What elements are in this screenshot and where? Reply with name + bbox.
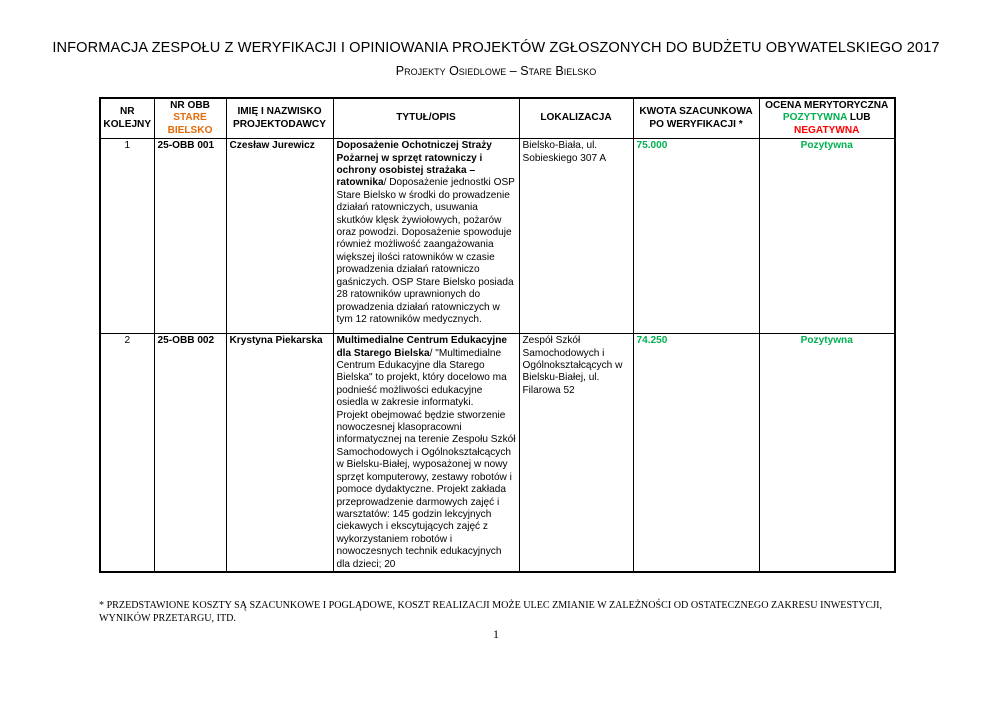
row-title: Doposażenie Ochotniczej Straży Pożarnej w sprzęt ratowniczy i ochrony osobistej strażaka – ratownika [336,140,492,189]
table-row [100,139,895,334]
row-author: Czesław Jurewicz [226,139,333,334]
row-obb: 25-OBB 002 [154,334,226,573]
header-rating-positive: POZYTYWNA [782,112,848,124]
row-nr: 1 [100,139,154,334]
header-obb-line1: NR OBB [170,100,210,111]
row-description-2: Projekt obejmować będzie stworzenie nowoczesnej klasopracowni informatycznej na terenie Zespołu Szkół Samochodowych i Ogólnokształcących w Bielsku-Białej, wyposażonej w nowy sprzęt komputerowy, zestawy robotów i pomoce dydaktyczne. Projekt zakłada przeprowadzenie darmowych zajęć i warsztatów: 145 godzin lekcyjnych ciekawych i ekscytujących zajęć z wykorzystaniem robotów i nowoczesnych technik edukacyjnych dla dzieci; 20 [336,409,516,570]
row-location: Bielsko-Biała, ul. Sobieskiego 307 A [519,139,633,334]
header-rating-negative: NEGATYWNA [794,124,860,136]
header-rating [759,98,895,139]
row-cost: 74.250 [633,334,759,573]
page-subtitle: Projekty Osiedlowe – Stare Bielsko [395,64,597,78]
row-rating: Pozytywna [759,139,895,334]
footnote: * PRZEDSTAWIONE KOSZTY SĄ SZACUNKOWE I POGLĄDOWE, KOSZT REALIZACJI MOŻE ULEC ZMIANIE W ZALEŻNOŚCI OD OSTATECZNEGO ZAKRESU INWESTYCJI, WYNIKÓW PRZETARGU, ITD. [99,600,883,624]
header-rating-lub: LUB [847,112,871,124]
row-location: Zespół Szkół Samochodowych i Ogólnokształcących w Bielsku-Białej, ul. Filarowa 52 [519,334,633,573]
header-obb-line2: STARE [173,112,207,124]
header-author: IMIĘ I NAZWISKO PROJEKTODAWCY [226,98,333,139]
page-number: 1 [493,627,499,641]
row-obb: 25-OBB 001 [154,139,226,334]
row-title: Multimedialne Centrum Edukacyjne dla Starego Bielska [336,335,508,359]
row-title-desc [333,139,519,334]
header-location: LOKALIZACJA [519,98,633,139]
header-cost: KWOTA SZACUNKOWA PO WERYFIKACJI * [633,98,759,139]
row-author: Krystyna Piekarska [226,334,333,573]
header-obb [154,98,226,139]
row-cost: 75.000 [633,139,759,334]
projects-table [99,97,896,573]
row-nr: 2 [100,334,154,573]
row-title-desc [333,334,519,573]
table-header-row [100,98,895,139]
page-title: INFORMACJA ZESPOŁU Z WERYFIKACJI I OPINIOWANIA PROJEKTÓW ZGŁOSZONYCH DO BUDŻETU OBYWATELSKIEGO 2017 [52,40,940,56]
header-obb-line3: BIELSKO [167,124,213,136]
row-description: / Doposażenie jednostki OSP Stare Bielsko w środki do prowadzenie działań ratowniczych, usuwania skutków klęsk żywiołowych, pożarów oraz powodzi. Doposażenie spowoduje również możliwość zaangażowania większej ilości ratowników w czasie prowadzenia działań ratowniczo gaśniczych. OSP Stare Bielsko posiada 28 ratowników uprawnionych do prowadzenia działań ratowniczych w tym 12 ratowników medycznych. [336,177,515,325]
header-title: TYTUŁ/OPIS [333,98,519,139]
row-description: / "Multimedialne Centrum Edukacyjne dla Starego Bielska" to projekt, który docelowo ma podnieść możliwości edukacyjne osiedla w zakresie informatyki. [336,347,507,409]
table-row [100,334,895,573]
header-nr: NR KOLEJNY [100,98,154,139]
header-rating-line1: OCENA MERYTORYCZNA [765,100,889,111]
row-rating: Pozytywna [759,334,895,573]
